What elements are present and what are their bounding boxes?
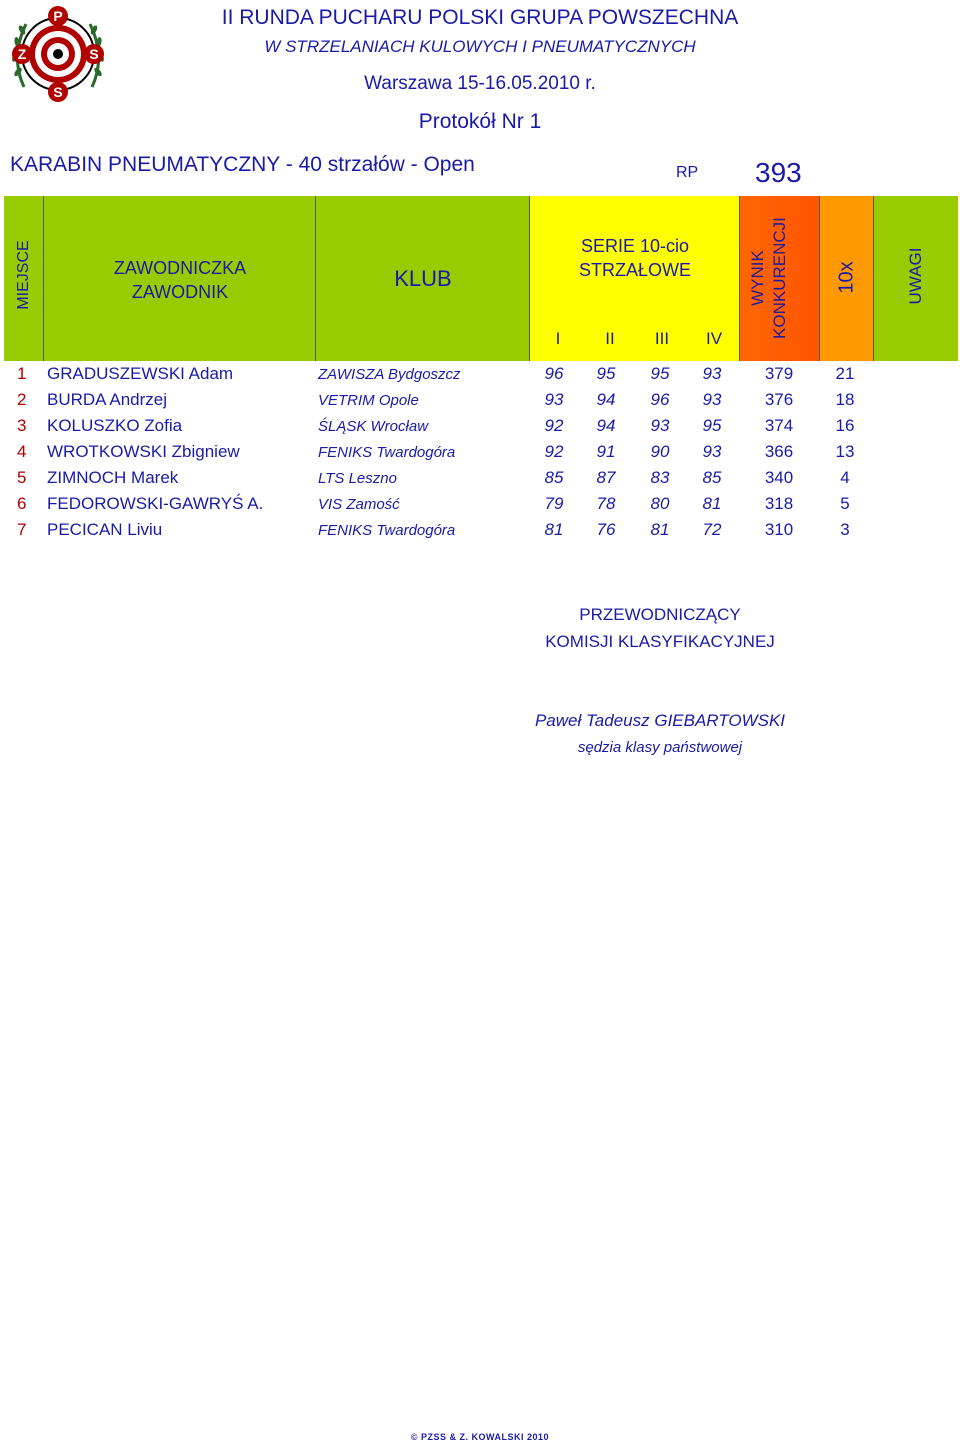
row-place: 4: [17, 442, 27, 461]
column-club-label: KLUB: [394, 266, 452, 291]
column-series-label-1: SERIE 10-cio: [580, 236, 690, 256]
row-series-4: 93: [702, 442, 722, 461]
row-total: 379: [764, 364, 794, 383]
row-total: 366: [764, 442, 794, 461]
row-place: 5: [17, 468, 27, 487]
row-place: 3: [17, 416, 27, 435]
signer-title: sędzia klasy państwowej: [577, 739, 743, 756]
row-place: 6: [17, 494, 27, 513]
row-series-1: 81: [544, 520, 564, 539]
row-series-2: 78: [596, 494, 616, 513]
row-competitor: FEDOROWSKI-GAWRYŚ A.: [47, 494, 264, 513]
commission-chair-title: PRZEWODNICZĄCY: [579, 605, 741, 624]
row-series-2: 94: [596, 390, 616, 409]
place-date: Warszawa 15-16.05.2010 r.: [364, 73, 596, 94]
row-tens: 16: [835, 416, 855, 435]
table-row: [0, 520, 960, 546]
row-series-1: 79: [544, 494, 564, 513]
row-series-4: 93: [702, 364, 722, 383]
row-series-3: 95: [650, 364, 670, 383]
row-club: LTS Leszno: [318, 470, 397, 487]
row-club: FENIKS Twardogóra: [318, 522, 456, 539]
row-club: VETRIM Opole: [318, 392, 419, 409]
results-table-body: [0, 364, 960, 554]
table-row: [0, 494, 960, 520]
row-tens: 5: [840, 494, 850, 513]
row-series-4: 95: [702, 416, 722, 435]
column-tens: [820, 196, 874, 361]
row-series-3: 83: [650, 468, 670, 487]
row-club: ZAWISZA Bydgoszcz: [318, 366, 461, 383]
row-tens: 4: [840, 468, 850, 487]
table-row: [0, 390, 960, 416]
row-series-3: 90: [650, 442, 670, 461]
row-series-3: 80: [650, 494, 670, 513]
row-club: VIS Zamość: [318, 496, 400, 513]
row-series-2: 94: [596, 416, 616, 435]
row-series-2: 95: [596, 364, 616, 383]
table-row: [0, 416, 960, 442]
row-series-2: 76: [596, 520, 616, 539]
protocol-number: Protokół Nr 1: [418, 110, 542, 133]
row-competitor: WROTKOWSKI Zbigniew: [47, 442, 240, 461]
record-value: 393: [755, 157, 802, 188]
row-series-4: 81: [702, 494, 722, 513]
column-competitor: [44, 196, 316, 361]
row-tens: 3: [840, 520, 850, 539]
column-competitor-label-1: ZAWODNICZKA: [113, 258, 247, 278]
series-2-label: II: [605, 329, 615, 348]
column-tens-label: 10x: [835, 261, 858, 294]
event-name: KARABIN PNEUMATYCZNY - 40 strzałów - Open: [10, 153, 475, 176]
series-1-label: I: [555, 329, 561, 348]
table-row: [0, 468, 960, 494]
row-total: 376: [764, 390, 794, 409]
row-series-3: 93: [650, 416, 670, 435]
table-row: [0, 442, 960, 468]
row-series-4: 85: [702, 468, 722, 487]
row-place: 7: [17, 520, 27, 539]
series-4-label: IV: [705, 329, 723, 348]
row-tens: 13: [835, 442, 855, 461]
column-result-label-1: WYNIK: [748, 250, 767, 306]
row-place: 2: [17, 390, 27, 409]
row-competitor: GRADUSZEWSKI Adam: [47, 364, 234, 383]
record-label: RP: [676, 164, 699, 181]
row-club: FENIKS Twardogóra: [318, 444, 456, 461]
logo-letter: S: [89, 46, 99, 62]
row-tens: 18: [835, 390, 855, 409]
row-series-2: 91: [596, 442, 616, 461]
row-competitor: KOLUSZKO Zofia: [47, 416, 183, 435]
column-club: [316, 196, 530, 361]
column-series-label-2: STRZAŁOWE: [578, 260, 691, 280]
copyright-text: © PZSS & Z. KOWALSKI 2010: [410, 1432, 550, 1442]
results-table-header: [4, 196, 958, 361]
row-series-4: 93: [702, 390, 722, 409]
row-total: 340: [764, 468, 794, 487]
column-result-label-2: KONKURENCJI: [770, 217, 789, 339]
document-subtitle: W STRZELANIACH KULOWYCH I PNEUMATYCZNYCH: [264, 37, 696, 56]
row-series-1: 93: [544, 390, 564, 409]
series-3-label: III: [654, 329, 670, 348]
document-title: II RUNDA PUCHARU POLSKI GRUPA POWSZECHNA: [221, 6, 739, 29]
row-competitor: PECICAN Liviu: [47, 520, 163, 539]
column-result: [740, 196, 820, 361]
row-series-1: 96: [544, 364, 564, 383]
row-total: 318: [764, 494, 794, 513]
pzss-target-logo-icon: [4, 2, 112, 106]
row-place: 1: [17, 364, 27, 383]
signer-name: Paweł Tadeusz GIEBARTOWSKI: [534, 711, 786, 730]
row-tens: 21: [835, 364, 855, 383]
column-place: [4, 196, 44, 361]
commission-name: KOMISJI KLASYFIKACYJNEJ: [545, 632, 775, 651]
column-notes-label: UWAGI: [906, 247, 925, 305]
table-row: [0, 364, 960, 390]
column-series: [530, 196, 740, 361]
logo-letter: S: [53, 84, 63, 100]
row-series-1: 92: [544, 416, 564, 435]
row-club: ŚLĄSK Wrocław: [318, 418, 429, 435]
logo-letter: P: [53, 8, 63, 24]
column-competitor-label-2: ZAWODNIK: [131, 282, 229, 302]
row-series-3: 81: [650, 520, 670, 539]
row-total: 310: [764, 520, 794, 539]
column-place-label: MIEJSCE: [15, 240, 32, 310]
row-series-1: 85: [544, 468, 564, 487]
row-competitor: ZIMNOCH Marek: [47, 468, 179, 487]
row-competitor: BURDA Andrzej: [47, 390, 167, 409]
logo-letter: Z: [17, 46, 27, 62]
row-total: 374: [764, 416, 794, 435]
column-notes: [874, 196, 958, 361]
row-series-1: 92: [544, 442, 564, 461]
row-series-3: 96: [650, 390, 670, 409]
row-series-2: 87: [596, 468, 616, 487]
row-series-4: 72: [702, 520, 722, 539]
